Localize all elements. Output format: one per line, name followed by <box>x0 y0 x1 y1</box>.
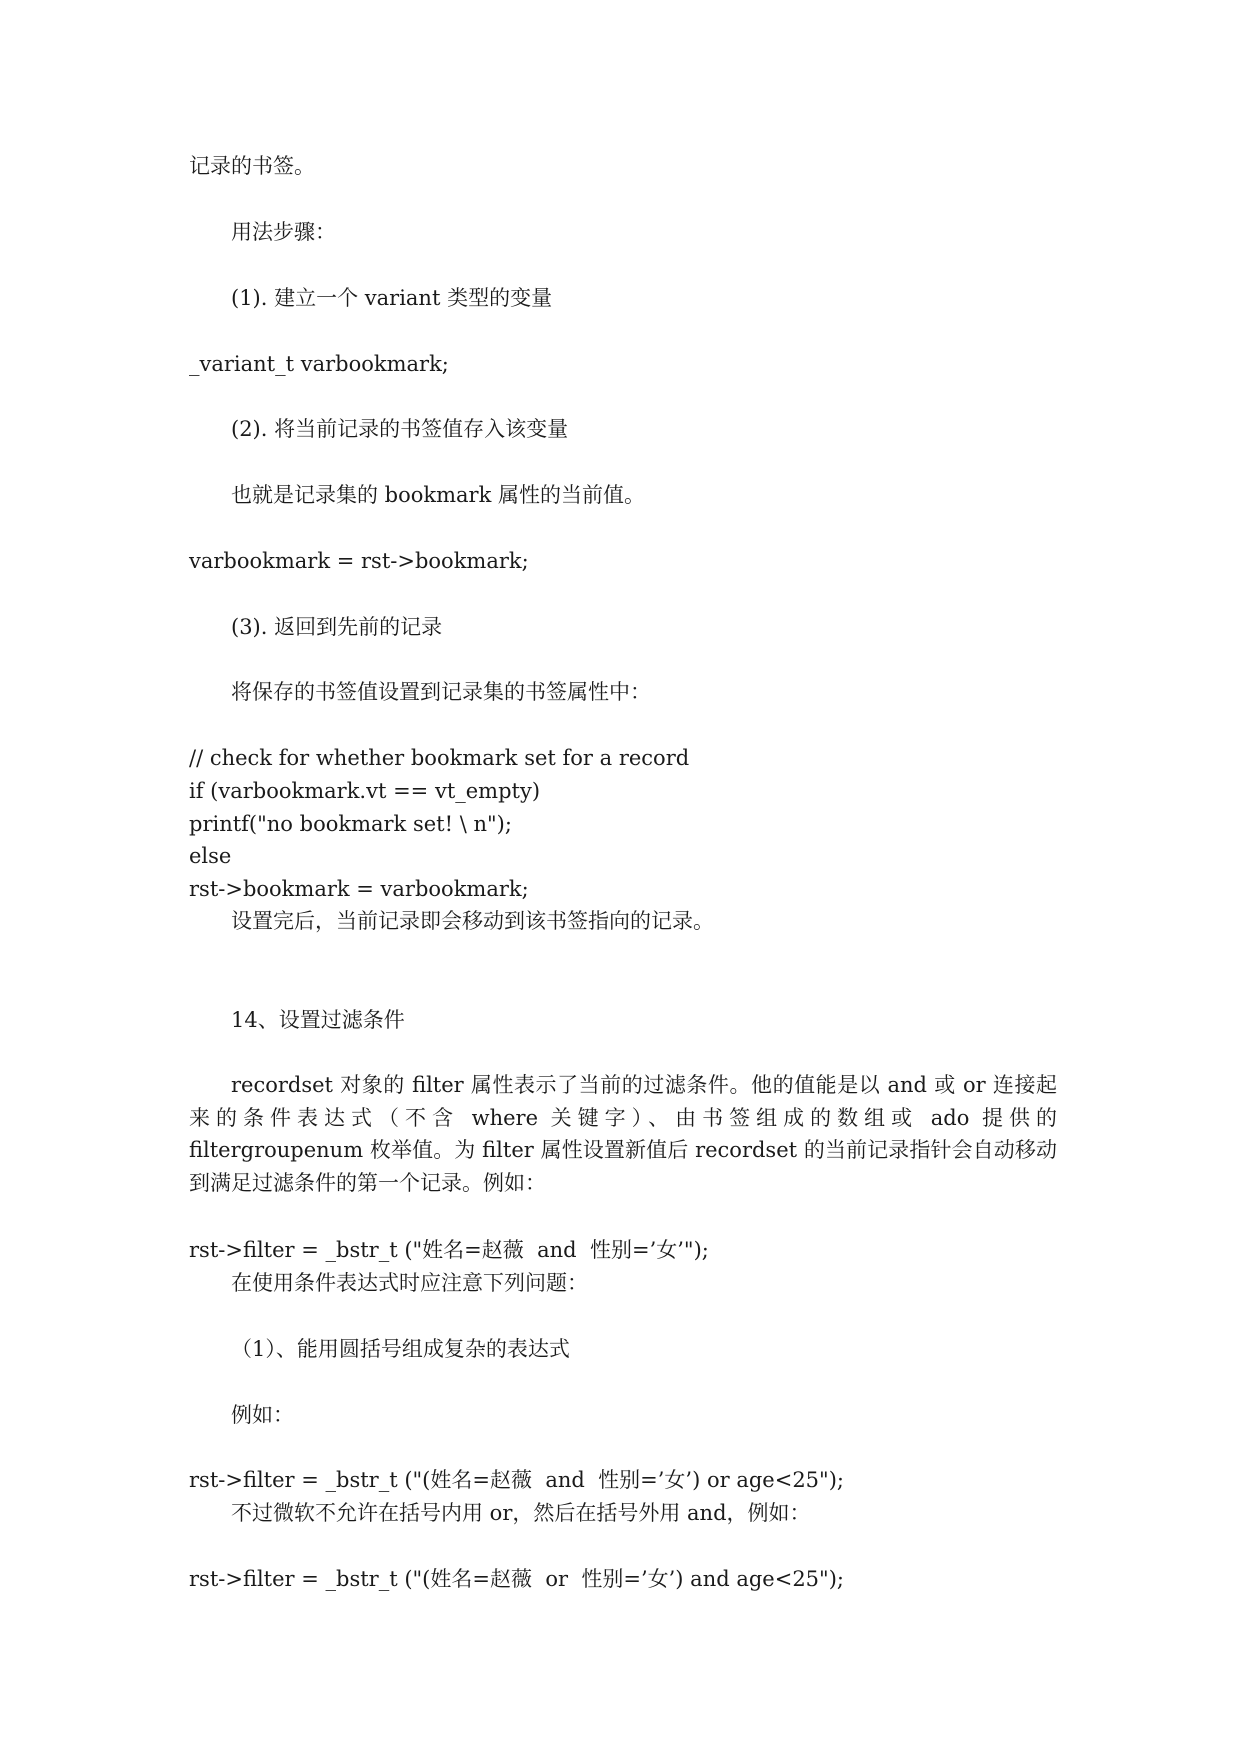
text-line: 用法步骤： <box>231 220 336 244</box>
step-heading: (1). 建立一个 variant 类型的变量 <box>231 286 553 310</box>
body-paragraph: recordset 对象的 filter 属性表示了当前的过滤条件。他的值能是以 and 或 or 连接起来的条件表达式（不含 where 关键字）、由书签组成的数组或 ado 提供的 filtergroupenum 枚举值。为 filter 属性设置新值后 recordset 的当前记录指针会自动移动到满足过滤条件的第一个记录。例如： <box>189 1073 1057 1196</box>
text-line: 设置完后，当前记录即会移动到该书签指向的记录。 <box>231 909 714 933</box>
code-line: varbookmark = rst->bookmark; <box>189 549 529 573</box>
list-item: （1）、能用圆括号组成复杂的表达式 <box>231 1337 570 1361</box>
text-line: 记录的书签。 <box>189 154 315 178</box>
section-heading: 14、设置过滤条件 <box>231 1008 405 1032</box>
text-line: 将保存的书签值设置到记录集的书签属性中： <box>231 680 651 704</box>
code-line: // check for whether bookmark set for a record <box>189 746 690 770</box>
code-line: rst->filter = _bstr_t ("(姓名=赵薇 and 性别=’女’) or age<25"); <box>189 1468 844 1492</box>
code-line: if (varbookmark.vt == vt_empty) <box>189 779 541 803</box>
code-line: _variant_t varbookmark; <box>189 352 449 376</box>
code-line: rst->filter = _bstr_t ("姓名=赵薇 and 性别=’女’"); <box>189 1238 709 1262</box>
step-heading: (2). 将当前记录的书签值存入该变量 <box>231 417 569 441</box>
text-line: 不过微软不允许在括号内用 or，然后在括号外用 and，例如： <box>231 1501 811 1525</box>
step-heading: (3). 返回到先前的记录 <box>231 615 443 639</box>
code-line: rst->filter = _bstr_t ("(姓名=赵薇 or 性别=’女’) and age<25"); <box>189 1567 844 1591</box>
code-line: else <box>189 844 232 868</box>
code-line: printf("no bookmark set! \ n"); <box>189 812 512 836</box>
code-line: rst->bookmark = varbookmark; <box>189 877 529 901</box>
text-line: 也就是记录集的 bookmark 属性的当前值。 <box>231 483 646 507</box>
text-line: 在使用条件表达式时应注意下列问题： <box>231 1271 588 1295</box>
text-line: 例如： <box>231 1403 294 1427</box>
